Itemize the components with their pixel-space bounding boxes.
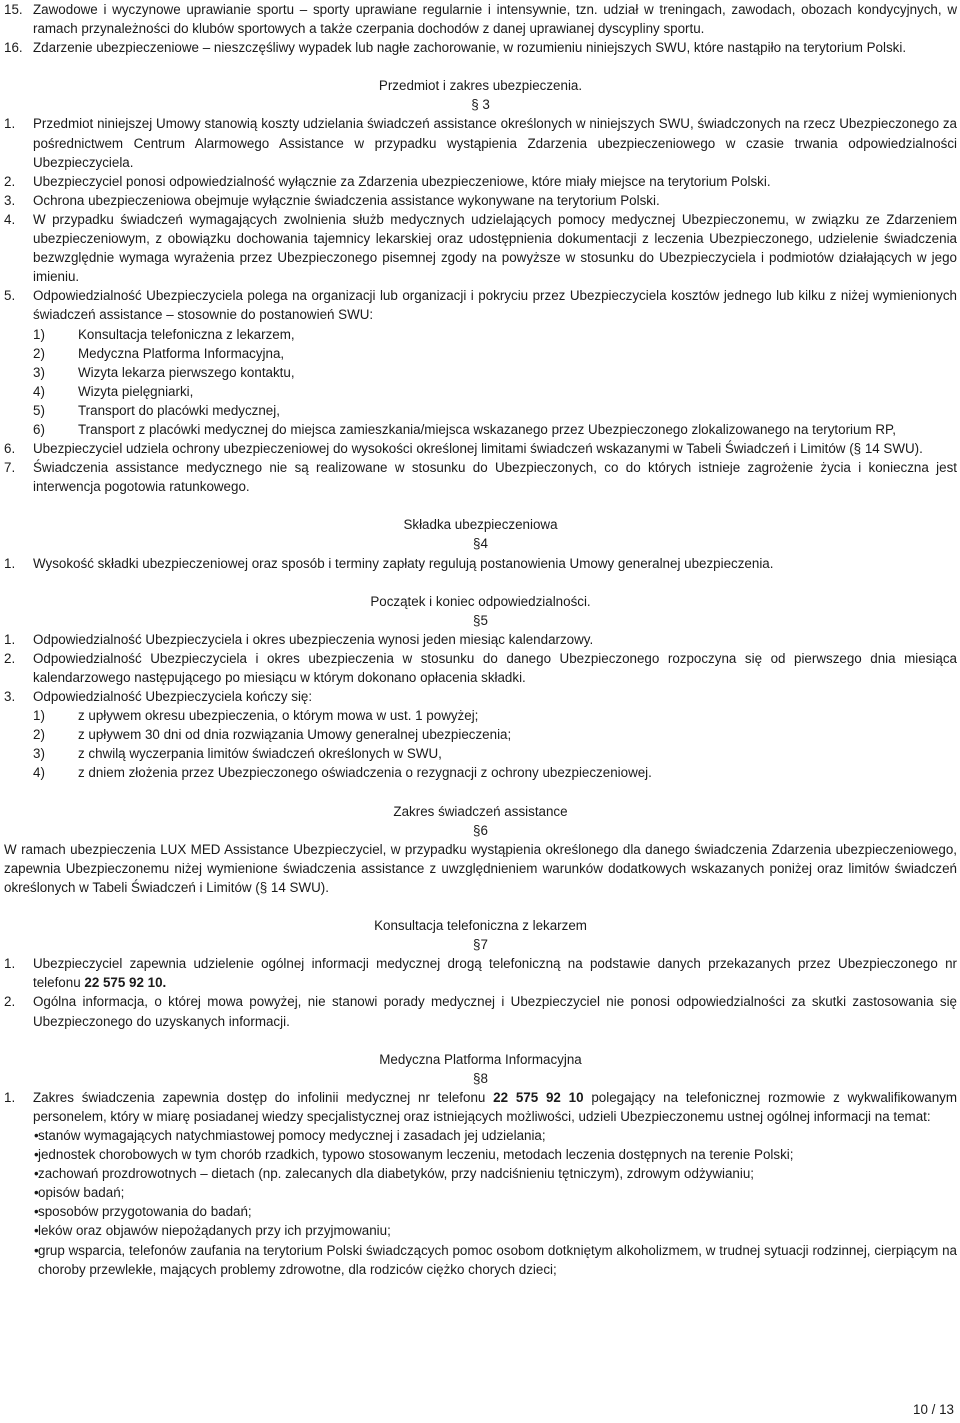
sub-item-text: Transport z placówki medycznej do miejsca zamieszkania/miejsca wskazanego przez Ubezpieczonego zlokalizowanego na terytorium RP, [78, 421, 896, 437]
list-item [4, 286, 957, 439]
paragraph-number-3: § 3 [471, 97, 490, 113]
list-item [4, 992, 957, 1030]
bullet-item [4, 1202, 957, 1221]
bullet-icon: • [34, 1242, 39, 1258]
sub-item [33, 763, 957, 782]
item-number: 2. [4, 650, 16, 666]
bullet-icon: • [34, 1204, 39, 1220]
item-number: 4. [4, 211, 16, 227]
bullet-text: opisów badań; [38, 1185, 125, 1201]
sub-item [33, 725, 957, 744]
bullet-item [4, 1221, 957, 1240]
item-text: Odpowiedzialność Ubezpieczyciela kończy się: [33, 689, 313, 705]
paragraph-number-8: §8 [473, 1070, 488, 1086]
item-number: 1. [4, 1089, 16, 1105]
item-text: Przedmiot niniejszej Umowy stanowią koszty udzielania świadczeń assistance określonych w niniejszych SWU, świadczonych na rzecz Ubezpieczonego za pośrednictwem Centrum Alarmowego Assistance w przypadku wystąpienia Zdarzenia ubezpieczeniowego w czasie trwania odpowiedzialności Ubezpieczyciela. [33, 116, 957, 170]
sub-item-number: 3) [33, 364, 45, 380]
paragraph-number-6: §6 [473, 822, 488, 838]
item-number: 5. [4, 288, 16, 304]
list-item [4, 1088, 957, 1126]
list-item [4, 114, 957, 171]
item-number: 3. [4, 192, 16, 208]
sub-item-text: Wizyta pielęgniarki, [78, 383, 194, 399]
item-text: Ubezpieczyciel zapewnia udzielenie ogólnej informacji medycznej drogą telefoniczną na podstawie danych przekazanych przez Ubezpieczonego nr telefonu [33, 956, 957, 991]
sub-item [33, 382, 957, 401]
item-text: Ochrona ubezpieczeniowa obejmuje wyłącznie świadczenia assistance wykonywane na terytorium Polski. [33, 192, 660, 208]
section-heading-5: Początek i koniec odpowiedzialności. [370, 593, 591, 609]
bullet-icon: • [34, 1223, 39, 1239]
sub-item-text: Wizyta lekarza pierwszego kontaktu, [78, 364, 295, 380]
sub-item-text: z dniem złożenia przez Ubezpieczonego oświadczenia o rezygnacji z ochrony ubezpieczeniowej. [78, 765, 652, 781]
list-item [4, 458, 957, 496]
sub-item [33, 706, 957, 725]
item-number: 1. [4, 956, 16, 972]
item-text: Świadczenia assistance medycznego nie są realizowane w stosunku do Ubezpieczonych, co do których istnieje zagrożenie życia i konieczna jest interwencja pogotowia ratunkowego. [33, 460, 957, 495]
definition-term: Zawodowe i wyczynowe uprawianie sportu [33, 2, 295, 17]
item-text: Ubezpieczyciel ponosi odpowiedzialność wyłącznie za Zdarzenia ubezpieczeniowe, które miały miejsce na terytorium Polski. [33, 173, 771, 189]
item-number: 1. [4, 116, 16, 132]
definition-text: – nieszczęśliwy wypadek lub nagłe zachorowanie, w rozumieniu niniejszych SWU, które nastąpiło na terytorium Polski. [199, 40, 907, 56]
sub-item [33, 744, 957, 763]
item-text: Zakres świadczenia zapewnia dostęp do infolinii medycznej nr telefonu [33, 1089, 494, 1105]
sub-item-number: 5) [33, 402, 45, 418]
sub-item-number: 4) [33, 765, 45, 781]
sub-item-text: z upływem okresu ubezpieczenia, o którym mowa w ust. 1 powyżej; [78, 708, 479, 724]
bullet-text: stanów wymagających natychmiastowej pomocy medycznej i zasadach jej udzielania; [38, 1127, 546, 1143]
item-number: 2. [4, 994, 16, 1010]
sub-item-number: 1) [33, 708, 45, 724]
item-text: Odpowiedzialność Ubezpieczyciela i okres ubezpieczenia w stosunku do danego Ubezpieczonego rozpoczyna się od pierwszego dnia miesiąca kalendarzowego następującego po miesiącu w którym dokonano opłacenia składki. [33, 650, 957, 685]
sub-item-text: z upływem 30 dni od dnia rozwiązania Umowy generalnej ubezpieczenia; [78, 727, 512, 743]
bullet-icon: • [34, 1185, 39, 1201]
bullet-text: jednostek chorobowych w tym chorób rzadkich, typowo stosowanym leczeniu, metodach leczenia dostępnych na terenie Polski; [38, 1147, 794, 1163]
item-number: 2. [4, 173, 16, 189]
item-number: 16. [4, 40, 23, 56]
sub-item-number: 3) [33, 746, 45, 762]
bullet-item [4, 1126, 957, 1145]
list-item [4, 439, 957, 458]
item-text: Odpowiedzialność Ubezpieczyciela i okres ubezpieczenia wynosi jeden miesiąc kalendarzowy. [33, 631, 594, 647]
sub-item [33, 420, 957, 439]
item-text: Wysokość składki ubezpieczeniowej oraz sposób i terminy zapłaty regulują postanowienia Umowy generalnej ubezpieczenia. [33, 555, 774, 571]
bullet-text: grup wsparcia, telefonów zaufania na terytorium Polski świadczących pomoc osobom dotkniętym alkoholizmem, w trudnej sytuacji rodzinnej, cierpiącym na choroby przewlekłe, mających problemy zdrowotne, dla rodziców ciężko chorych dzieci; [38, 1242, 957, 1277]
definition-item-16 [4, 38, 957, 57]
paragraph-number-5: §5 [473, 612, 488, 628]
sub-item-text: Transport do placówki medycznej, [78, 402, 280, 418]
sub-item-number: 2) [33, 345, 45, 361]
bullet-item [4, 1164, 957, 1183]
phone-number: 22 575 92 10. [84, 975, 167, 991]
list-item [4, 191, 957, 210]
sub-item-number: 2) [33, 727, 45, 743]
bullet-text: sposobów przygotowania do badań; [38, 1204, 252, 1220]
item-number: 3. [4, 689, 16, 705]
sub-item-number: 1) [33, 326, 45, 342]
definition-term: Zdarzenie ubezpieczeniowe [33, 40, 199, 56]
list-item [4, 210, 957, 286]
item-number: 15. [4, 2, 23, 17]
sub-item [33, 325, 957, 344]
sub-item [33, 344, 957, 363]
section-text: W ramach ubezpieczenia LUX MED Assistance Ubezpieczyciel, w przypadku wystąpienia określonego dla danego świadczenia Zdarzenia ubezpieczeniowego, zapewnia Ubezpieczonemu niżej wymienione świadczenia assistance z uwzględnieniem warunków dodatkowych wskazanych poniżej oraz limitów świadczeń określonych w Tabeli Świadczeń i Limitów (§ 14 SWU). [4, 841, 957, 895]
item-text: Ubezpieczyciel udziela ochrony ubezpieczeniowej do wysokości określonej limitami świadczeń wskazanymi w Tabeli Świadczeń i Limitów (§ 14 SWU). [33, 441, 923, 457]
item-number: 1. [4, 631, 16, 647]
item-number: 1. [4, 555, 16, 571]
bullet-item [4, 1183, 957, 1202]
section-heading-6: Zakres świadczeń assistance [393, 803, 568, 819]
page-number: 10 / 13 [913, 1401, 954, 1417]
list-item [4, 554, 957, 573]
phone-number: 22 575 92 10 [493, 1089, 584, 1105]
section-heading-3: Przedmiot i zakres ubezpieczenia. [378, 78, 583, 94]
list-item [4, 954, 957, 992]
section-heading-8: Medyczna Platforma Informacyjna [379, 1051, 582, 1067]
definition-item-15 [4, 0, 957, 38]
sub-item-text: Medyczna Platforma Informacyjna, [78, 345, 285, 361]
item-number: 7. [4, 460, 16, 476]
sub-item-number: 6) [33, 421, 45, 437]
item-text: polegający na telefonicznej rozmowie z wykwalifikowanym personelem, który w miarę posiadanej wiedzy specjalistycznej oraz istniejących możliwości, udzieli Ubezpieczonemu ustnej ogólnej informacji na temat: [33, 1089, 957, 1124]
section-heading-7: Konsultacja telefoniczna z lekarzem [374, 918, 587, 934]
sub-item-text: Konsultacja telefoniczna z lekarzem, [78, 326, 295, 342]
bullet-text: leków oraz objawów niepożądanych przy ich przyjmowaniu; [38, 1223, 391, 1239]
bullet-icon: • [34, 1127, 39, 1143]
document-page [4, 0, 957, 1279]
bullet-text: zachowań prozdrowotnych – dietach (np. zalecanych dla diabetyków, przy nadciśnieniu tętniczym), zdrowym odżywianiu; [38, 1166, 755, 1182]
list-item [4, 172, 957, 191]
list-item [4, 630, 957, 649]
list-item [4, 687, 957, 782]
paragraph-number-7: §7 [473, 937, 488, 953]
sub-item-text: z chwilą wyczerpania limitów świadczeń określonych w SWU, [78, 746, 442, 762]
item-text: W przypadku świadczeń wymagających zwolnienia służb medycznych udzielających pomocy medycznej Ubezpieczonemu, w związku ze Zdarzeniem ubezpieczeniowym, z obowiązku dochowania tajemnicy lekarskiej oraz udostępnienia dokumentacji z leczenia Ubezpieczonego, udzielenie świadczenia bezwzględnie wymaga wyrażenia przez Ubezpieczonego pisemnej zgody na powyższe w stosunku do Ubezpieczyciela i podmiotów działających w jego imieniu. [33, 211, 957, 285]
item-text: Odpowiedzialność Ubezpieczyciela polega na organizacji lub organizacji i pokryciu przez Ubezpieczyciela kosztów jednego lub kilku z niżej wymienionych świadczeń assistance – stosownie do postanowień SWU: [33, 288, 957, 323]
definition-text: – sporty uprawiane regularnie i intensywnie, tzn. udział w treningach, zawodach, obozach kondycyjnych, w ramach przynależności do klubów sportowych a także czerpania dochodów z danej uprawianej dyscypliny sportu. [33, 2, 957, 37]
bullet-item [4, 1241, 957, 1279]
paragraph-number-4: §4 [473, 536, 488, 552]
bullet-item [4, 1145, 957, 1164]
sub-item [33, 363, 957, 382]
bullet-icon: • [34, 1166, 39, 1182]
item-number: 6. [4, 441, 16, 457]
section-heading-4: Składka ubezpieczeniowa [403, 517, 558, 533]
item-text: Ogólna informacja, o której mowa powyżej, nie stanowi porady medycznej i Ubezpieczyciel nie ponosi odpowiedzialności za skutki zastosowania się Ubezpieczonego do uzyskanych informacji. [33, 994, 957, 1029]
sub-item [33, 401, 957, 420]
sub-item-number: 4) [33, 383, 45, 399]
bullet-icon: • [34, 1147, 39, 1163]
list-item [4, 649, 957, 687]
